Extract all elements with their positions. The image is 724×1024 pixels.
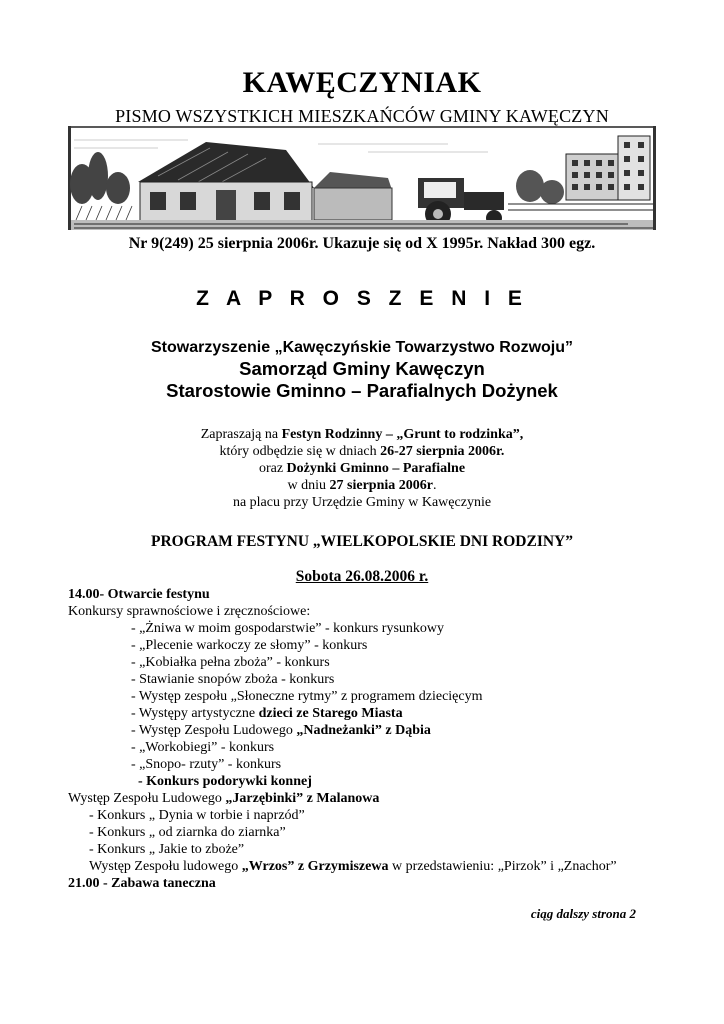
program-title: PROGRAM FESTYNU „WIELKOPOLSKIE DNI RODZINY” xyxy=(151,533,573,550)
continued-note: ciąg dalszy strona 2 xyxy=(530,906,636,921)
invitation-line: w dniu 27 sierpnia 2006r. xyxy=(287,478,437,493)
program-item: - Stawianie snopów zboża - konkurs xyxy=(131,672,335,687)
program-item: - „Żniwa w moim gospodarstwie” - konkurs rysunkowy xyxy=(131,621,445,636)
program-item: 14.00- Otwarcie festynu xyxy=(68,587,210,602)
program-item: - Konkurs „ Dynia w torbie i naprzód” xyxy=(89,808,305,823)
invitation-line: na placu przy Urzędzie Gminy w Kawęczynie xyxy=(232,495,492,510)
program-item: - „Plecenie warkoczy ze słomy” - konkurs xyxy=(131,638,368,653)
program-item: Występ Zespołu Ludowego „Jarzębinki” z Malanowa xyxy=(68,791,380,806)
program-item: - Występ Zespołu Ludowego „Nadneżanki” z Dąbia xyxy=(131,723,431,738)
program-item: - „Workobiegi” - konkurs xyxy=(131,740,275,755)
program-item: - Konkurs podorywki konnej xyxy=(138,774,312,789)
organizer-commune: Samorząd Gminy Kawęczyn xyxy=(239,358,485,379)
program-item: - Konkurs „ Jakie to zboże” xyxy=(89,842,245,857)
program-item: 21.00 - Zabawa taneczna xyxy=(68,876,216,891)
program-item: - „Kobiałka pełna zboża” - konkurs xyxy=(131,655,330,670)
program-item: Konkursy sprawnościowe i zręcznościowe: xyxy=(68,604,311,619)
village-landscape-illustration xyxy=(68,126,656,230)
program-day: Sobota 26.08.2006 r. xyxy=(295,568,429,585)
invitation-line: oraz Dożynki Gminno – Parafialne xyxy=(258,461,466,476)
organizer-association: Stowarzyszenie „Kawęczyńskie Towarzystwo Rozwoju” xyxy=(150,339,574,356)
program-item: - „Snopo- rzuty” - konkurs xyxy=(131,757,282,772)
invitation-line: który odbędzie się w dniach 26-27 sierpnia 2006r. xyxy=(219,444,505,459)
masthead-title: KAWĘCZYNIAK xyxy=(242,66,482,99)
program-item: - Występ zespołu „Słoneczne rytmy” z programem dziecięcym xyxy=(131,689,483,704)
program-item: Występ Zespołu ludowego „Wrzos” z Grzymiszewa w przedstawieniu: „Pirzok” i „Znachor” xyxy=(89,859,617,874)
program-item: - Występy artystyczne dzieci ze Starego Miasta xyxy=(131,706,403,721)
program-item: - Konkurs „ od ziarnka do ziarnka” xyxy=(89,825,286,840)
invitation-heading: Z A P R O S Z E N I E xyxy=(196,287,528,310)
invitation-line: Zapraszają na Festyn Rodzinny – „Grunt to rodzinka”, xyxy=(200,427,524,442)
issue-info: Nr 9(249) 25 sierpnia 2006r. Ukazuje się od X 1995r. Nakład 300 egz. xyxy=(128,235,596,252)
masthead-subtitle: PISMO WSZYSTKICH MIESZKAŃCÓW GMINY KAWĘCZYN xyxy=(115,106,609,126)
organizer-harvest-elders: Starostowie Gminno – Parafialnych Dożynek xyxy=(166,380,558,401)
